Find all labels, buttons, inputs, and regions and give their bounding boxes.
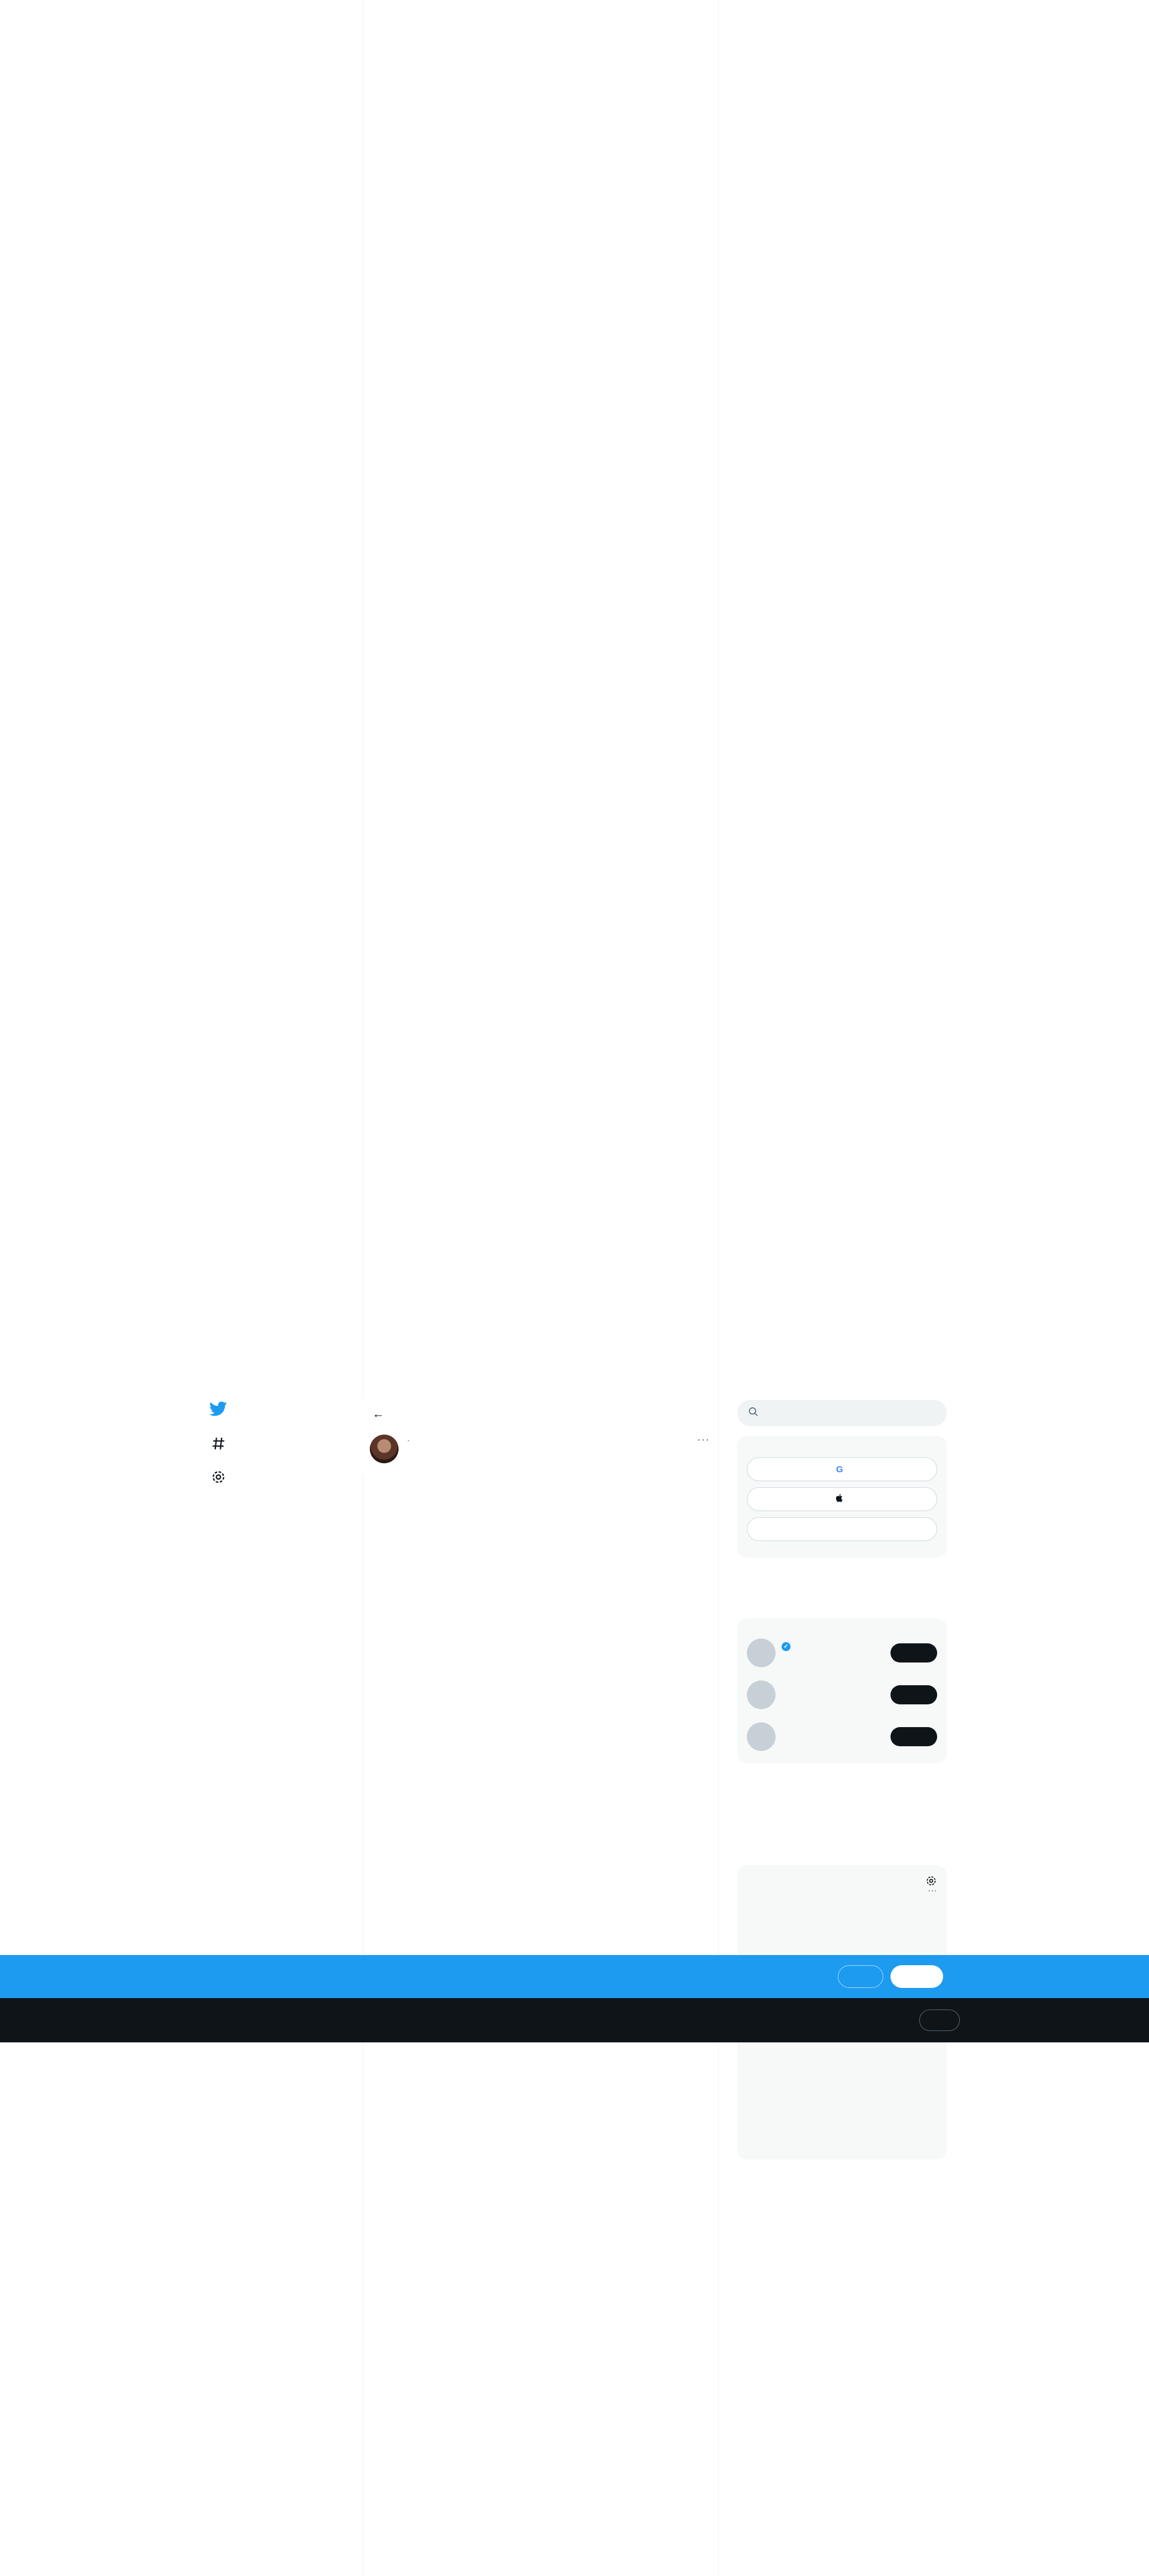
tweet[interactable]: ··· · [363,1424,718,1474]
google-icon: G [836,1464,843,1475]
search-input[interactable] [737,1400,947,1426]
person-card[interactable] [737,1631,947,1673]
google-signup-button[interactable] [747,1457,937,1481]
twitter-logo-icon[interactable] [203,1394,233,1424]
cookie-bar [0,1998,1149,2042]
phone-signup-button[interactable] [747,1517,937,1541]
panel-title [737,1618,947,1631]
apple-icon [835,1493,844,1505]
person-card[interactable] [737,1673,947,1715]
avatar[interactable] [747,1680,776,1709]
focused-tweet [363,1424,718,1474]
nav-settings[interactable] [203,1462,353,1496]
apple-signup-button[interactable] [747,1487,937,1511]
close-button[interactable] [919,2009,960,2031]
follow-button[interactable] [890,1643,937,1662]
search-icon [748,1406,759,1420]
gear-icon [211,1469,226,1488]
nav-explore[interactable] [203,1429,353,1462]
signup-terms [737,1541,947,1549]
back-arrow-icon[interactable]: ← [372,1407,384,1421]
signup-banner [0,1955,1149,1998]
panel-title [737,1865,947,1878]
person-card[interactable] [737,1715,947,1757]
left-navigation [203,1394,353,1496]
avatar[interactable] [370,1435,399,1463]
trend-item[interactable] [737,1878,947,1896]
follow-button[interactable] [890,1727,937,1746]
timeline-right-border [718,0,719,2576]
new-to-twitter-panel [737,1436,947,1558]
panel-title [737,1436,947,1449]
login-button[interactable] [838,1965,883,1988]
more-icon[interactable]: ··· [928,1886,937,1896]
relevant-people-panel [737,1618,947,1763]
avatar[interactable] [747,1722,776,1751]
verified-badge-icon: ✓ [782,1642,791,1651]
tweet-actions [407,1454,661,1466]
avatar[interactable] [747,1639,776,1667]
sidebar-footer [747,2168,944,2192]
hashtag-icon [211,1436,226,1455]
signup-button[interactable] [890,1965,943,1988]
follow-button[interactable] [890,1685,937,1704]
more-icon[interactable]: ··· [697,1433,710,1445]
